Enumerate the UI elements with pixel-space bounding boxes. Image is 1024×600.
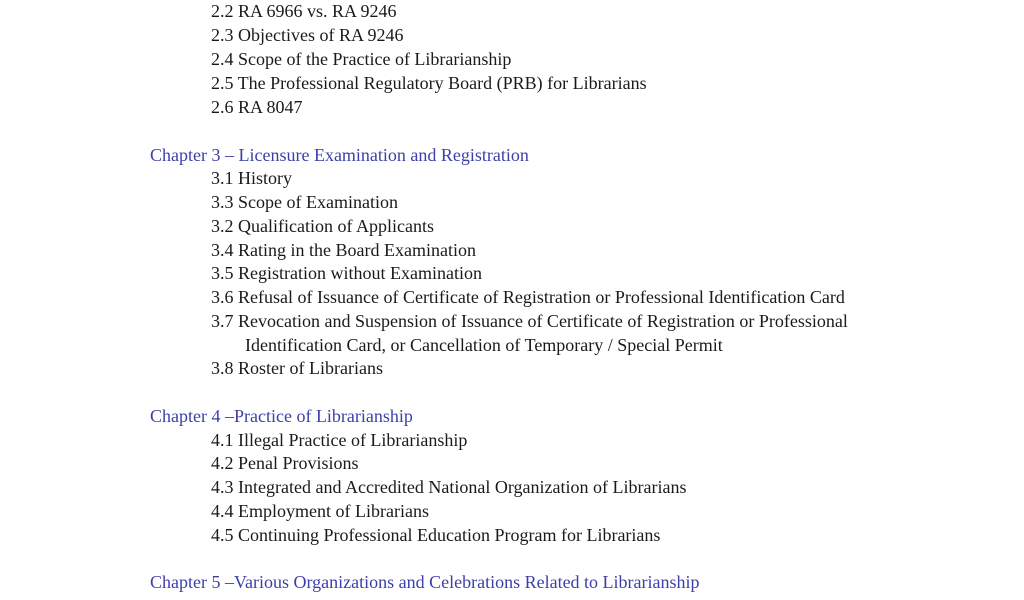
toc-item-2-3: 2.3 Objectives of RA 9246 — [211, 25, 404, 45]
chapter-4-heading: Chapter 4 –Practice of Librarianship — [150, 406, 413, 426]
toc-item-4-2: 4.2 Penal Provisions — [211, 453, 359, 473]
chapter-5-heading: Chapter 5 –Various Organizations and Celebrations Related to Librarianship — [150, 572, 700, 592]
toc-item-3-8: 3.8 Roster of Librarians — [211, 358, 383, 378]
toc-item-4-4: 4.4 Employment of Librarians — [211, 501, 429, 521]
toc-item-3-4: 3.4 Rating in the Board Examination — [211, 240, 476, 260]
toc-item-4-1: 4.1 Illegal Practice of Librarianship — [211, 430, 468, 450]
toc-item-3-6: 3.6 Refusal of Issuance of Certificate of Registration or Professional Identification Card — [211, 287, 845, 307]
toc-item-2-6: 2.6 RA 8047 — [211, 97, 303, 117]
toc-item-3-2: 3.2 Qualification of Applicants — [211, 216, 434, 236]
toc-item-4-5: 4.5 Continuing Professional Education Program for Librarians — [211, 525, 661, 545]
toc-item-2-4: 2.4 Scope of the Practice of Librarianship — [211, 49, 512, 69]
toc-item-3-3: 3.3 Scope of Examination — [211, 192, 398, 212]
toc-item-3-5: 3.5 Registration without Examination — [211, 263, 482, 283]
toc-item-3-7: 3.7 Revocation and Suspension of Issuance of Certificate of Registration or Professional — [211, 311, 848, 331]
toc-item-2-2: 2.2 RA 6966 vs. RA 9246 — [211, 1, 397, 21]
toc-item-4-3: 4.3 Integrated and Accredited National Organization of Librarians — [211, 477, 687, 497]
chapter-3-heading: Chapter 3 – Licensure Examination and Registration — [150, 145, 529, 165]
toc-item-3-1: 3.1 History — [211, 168, 292, 188]
toc-item-2-5: 2.5 The Professional Regulatory Board (PRB) for Librarians — [211, 73, 647, 93]
toc-item-3-7-continued: Identification Card, or Cancellation of Temporary / Special Permit — [245, 335, 723, 355]
